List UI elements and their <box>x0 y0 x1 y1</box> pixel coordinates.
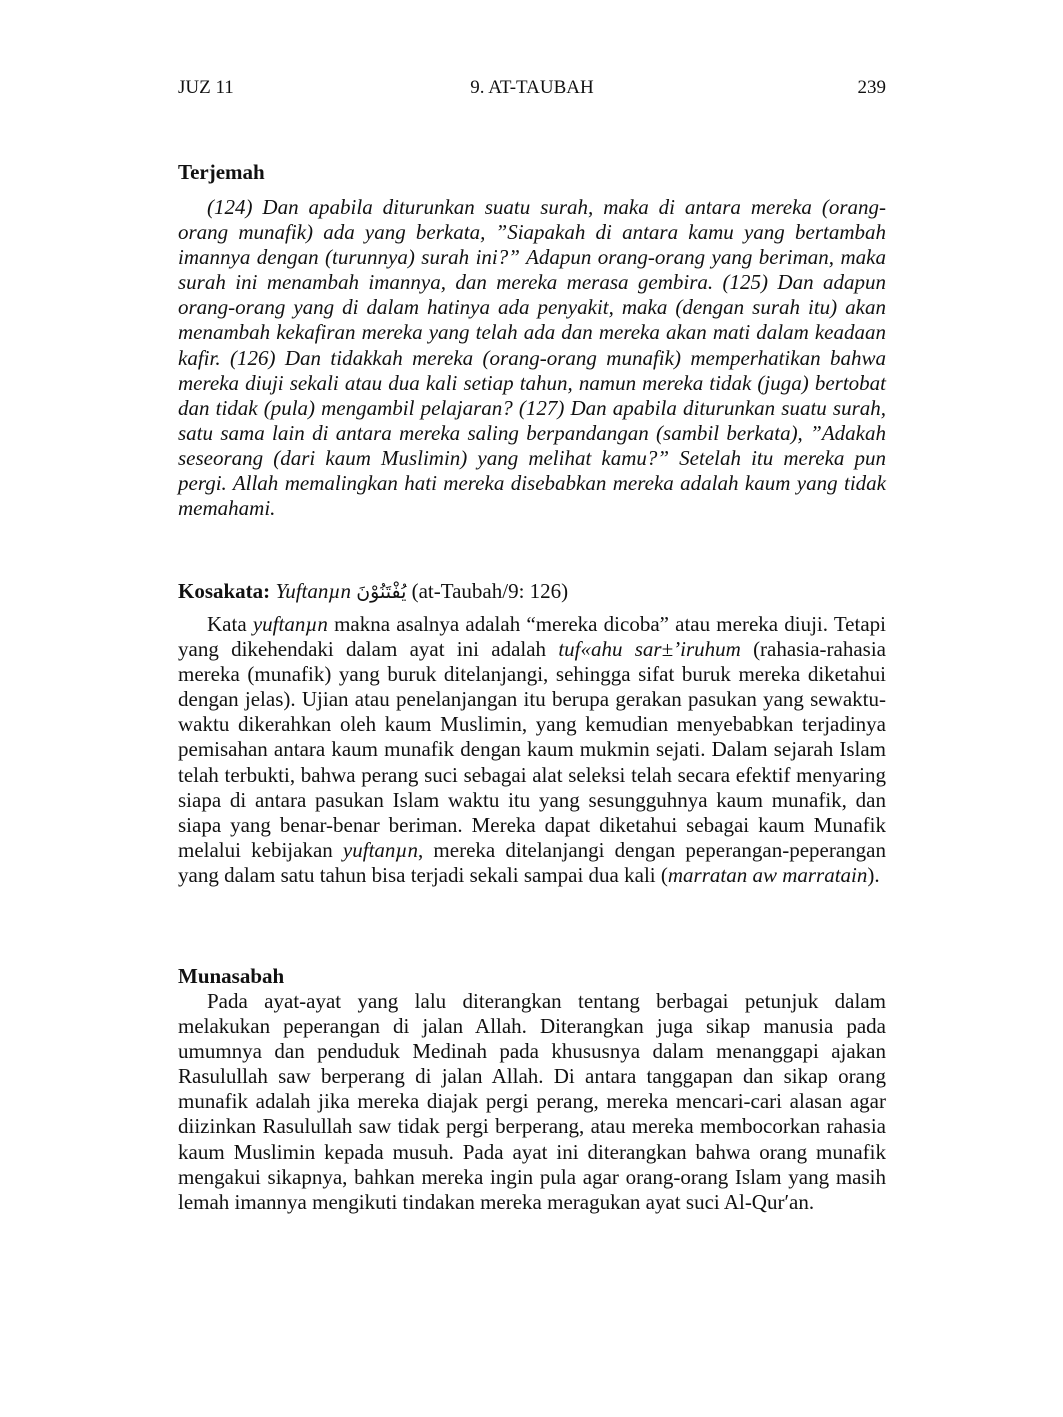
kosakata-text <box>178 612 886 888</box>
terjemah-section <box>178 160 886 521</box>
running-header <box>178 74 886 102</box>
kosakata-heading <box>178 576 886 607</box>
kosakata-term: Yuftanµn <box>275 579 351 603</box>
munasabah-heading: Munasabah <box>178 964 285 988</box>
juz-label: JUZ 11 <box>178 77 234 98</box>
kosakata-term-tufahu: tuf«ahu sar±’iruhum <box>558 637 741 662</box>
kosakata-text-part-5: ). <box>867 862 880 887</box>
kosakata-section <box>178 576 886 888</box>
kosakata-text-part-4: , mereka ditelanjangi dengan peperangan-peperangan yang dalam satu tahun bisa terjadi sekali sampai dua kali ( <box>178 837 886 887</box>
page-number: 239 <box>857 77 886 98</box>
kosakata-text-part-3: (rahasia-rahasia mereka (munafik) yang buruk ditelanjangi, sehingga sifat buruk mereka diketahui dengan jelas). Ujian atau penelanjangan itu berupa gerakan pasukan yang sewaktu-waktu dikerahkan oleh kaum Muslimin, yang kemudian menyebabkan terjadinya pemisahan antara kaum munafik dengan kaum mukmin sejati. Dalam sejarah Islam telah terbukti, bahwa perang suci sebagai alat seleksi telah secara efektif menyaring siapa di antara pasukan Islam waktu itu yang sesungguhnya kaum munafik, dan siapa yang benar-benar beriman. Mereka dapat diketahui sebagai kaum Munafik melalui kebijakan <box>178 637 886 862</box>
munasabah-section <box>178 964 886 1215</box>
terjemah-heading: Terjemah <box>178 160 265 184</box>
kosakata-arabic-term: يُفْتَنُوْنَ <box>356 581 407 603</box>
terjemah-text: (124) Dan apabila diturunkan suatu surah, maka di antara mereka (orang-orang munafik) ada yang berkata, ”Siapakah di antara kamu yang bertambah imannya dengan (turunnya) surah ini?” Adapun orang-orang yang beriman, maka surah ini menambah imannya, dan mereka merasa gembira. (125) Dan adapun orang-orang yang di dalam hatinya ada penyakit, maka (dengan surah itu) akan menambah kekafiran mereka yang telah ada dan mereka akan mati dalam keadaan kafir. (126) Dan tidakkah mereka (orang-orang munafik) memperhatikan bahwa mereka diuji sekali atau dua kali setiap tahun, namun mereka tidak (juga) bertobat dan tidak (pula) mengambil pelajaran? (127) Dan apabila diturunkan suatu surah, satu sama lain di antara mereka saling berpandangan (sambil berkata), ”Adakah seseorang (dari kaum Muslimin) yang melihat kamu?” Setelah itu mereka pun pergi. Allah memalingkan hati mereka disebabkan mereka adalah kaum yang tidak memahami. <box>178 195 886 521</box>
kosakata-reference: (at-Taubah/9: 126) <box>411 579 569 603</box>
kosakata-term-yuftanun-2: yuftanµn <box>342 837 419 862</box>
munasabah-text: Pada ayat-ayat yang lalu diterangkan tentang berbagai petunjuk dalam melakukan peperangan di jalan Allah. Diterangkan juga sikap manusia pada umumnya dan penduduk Medinah pada khususnya dalam menanggapi ajakan Rasulullah saw berperang di jalan Allah. Di antara tanggapan dan sikap orang munafik adalah jika mereka diajak pergi perang, mereka mencari-cari alasan agar diizinkan Rasulullah saw tidak pergi berperang, atau mereka membocorkan rahasia kaum Muslimin kepada musuh. Pada ayat ini diterangkan bahwa orang munafik mengakui sikapnya, bahkan mereka ingin pula agar orang-orang Islam yang masih lemah imannya mengikuti tindakan mereka meragukan ayat suci Al-Qur′an. <box>178 989 886 1214</box>
surah-title: 9. AT-TAUBAH <box>470 77 594 98</box>
kosakata-text-part-2: makna asalnya adalah “mereka dicoba” atau mereka diuji. Tetapi yang dikehendaki dalam ayat ini adalah <box>178 612 886 662</box>
kosakata-term-marratan: marratan aw marratain <box>667 862 868 887</box>
kosakata-term-yuftanun: yuftanµn <box>252 612 328 636</box>
kosakata-label: Kosakata: <box>178 579 271 603</box>
kosakata-text-part-1: Kata <box>207 612 253 636</box>
